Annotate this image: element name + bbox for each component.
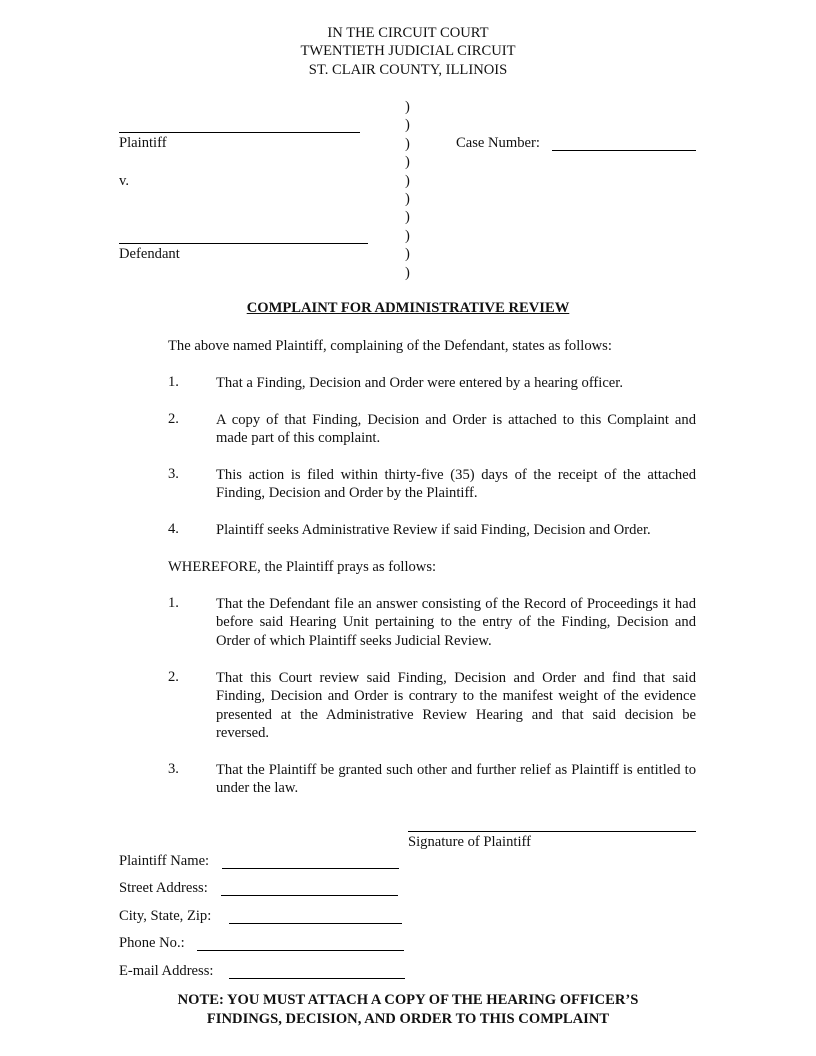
plaintiff-name-field[interactable] bbox=[222, 868, 399, 869]
prayer-number: 2. bbox=[168, 669, 179, 685]
plaintiff-label: Plaintiff bbox=[119, 135, 167, 151]
note-line-2: FINDINGS, DECISION, AND ORDER TO THIS COMPLAINT bbox=[206, 1011, 610, 1027]
case-number-line[interactable] bbox=[552, 150, 696, 151]
prayer-text: That this Court review said Finding, Decision and Order and find that said Finding, Decision and Order is contrary to the manifest weight of the evidence presented at the Administrative Review Hearing and that said decision be reversed. bbox=[216, 670, 696, 741]
paren-2: ) bbox=[405, 117, 410, 133]
city-state-zip-field-label: City, State, Zip: bbox=[119, 908, 212, 924]
allegation-text: This action is filed within thirty-five (35) days of the receipt of the attached Finding, Decision and Order by the Plaintiff. bbox=[216, 467, 696, 502]
court-header-line-3: ST. CLAIR COUNTY, ILLINOIS bbox=[308, 62, 508, 78]
prayer-text: That the Defendant file an answer consisting of the Record of Proceedings it had before said Hearing Unit pertaining to the entry of the Finding, Decision and Order of which Plaintiff seeks Judicial Review. bbox=[216, 596, 696, 649]
allegation-number: 2. bbox=[168, 411, 179, 427]
allegation-text: That a Finding, Decision and Order were entered by a hearing officer. bbox=[216, 375, 623, 391]
document-title: COMPLAINT FOR ADMINISTRATIVE REVIEW bbox=[246, 300, 570, 316]
prayer-number: 1. bbox=[168, 595, 179, 611]
case-number-label: Case Number: bbox=[456, 135, 540, 151]
allegation-number: 4. bbox=[168, 521, 179, 537]
intro-text: The above named Plaintiff, complaining of the Defendant, states as follows: bbox=[168, 338, 612, 354]
versus-label: v. bbox=[119, 173, 129, 189]
paren-4: ) bbox=[405, 154, 410, 170]
phone-field-label: Phone No.: bbox=[119, 935, 185, 951]
paren-5: ) bbox=[405, 173, 410, 189]
email-field[interactable] bbox=[229, 978, 405, 979]
note-line-1: NOTE: YOU MUST ATTACH A COPY OF THE HEARING OFFICER’S bbox=[177, 992, 639, 1008]
prayer-number: 3. bbox=[168, 761, 179, 777]
plaintiff-name-line[interactable] bbox=[119, 132, 360, 133]
prayer-text: That the Plaintiff be granted such other and further relief as Plaintiff is entitled to under the law. bbox=[216, 762, 696, 797]
paren-7: ) bbox=[405, 209, 410, 225]
paren-1: ) bbox=[405, 99, 410, 115]
allegation-text: A copy of that Finding, Decision and Order is attached to this Complaint and made part of this complaint. bbox=[216, 412, 696, 447]
court-header-line-1: IN THE CIRCUIT COURT bbox=[327, 25, 489, 41]
plaintiff-name-field-label: Plaintiff Name: bbox=[119, 853, 210, 869]
court-header-line-2: TWENTIETH JUDICIAL CIRCUIT bbox=[300, 43, 516, 59]
paren-3: ) bbox=[405, 136, 410, 152]
allegation-number: 1. bbox=[168, 374, 179, 390]
paren-10: ) bbox=[405, 265, 410, 281]
signature-label: Signature of Plaintiff bbox=[408, 834, 531, 850]
allegation-text: Plaintiff seeks Administrative Review if said Finding, Decision and Order. bbox=[216, 522, 651, 538]
paren-9: ) bbox=[405, 246, 410, 262]
phone-field[interactable] bbox=[197, 950, 404, 951]
defendant-label: Defendant bbox=[119, 246, 180, 262]
street-address-field-label: Street Address: bbox=[119, 880, 208, 896]
paren-6: ) bbox=[405, 191, 410, 207]
wherefore-text: WHEREFORE, the Plaintiff prays as follows: bbox=[168, 559, 437, 575]
paren-8: ) bbox=[405, 228, 410, 244]
defendant-name-line[interactable] bbox=[119, 243, 368, 244]
city-state-zip-field[interactable] bbox=[229, 923, 402, 924]
street-address-field[interactable] bbox=[221, 895, 398, 896]
signature-line[interactable] bbox=[408, 831, 696, 832]
email-field-label: E-mail Address: bbox=[119, 963, 214, 979]
allegation-number: 3. bbox=[168, 466, 179, 482]
